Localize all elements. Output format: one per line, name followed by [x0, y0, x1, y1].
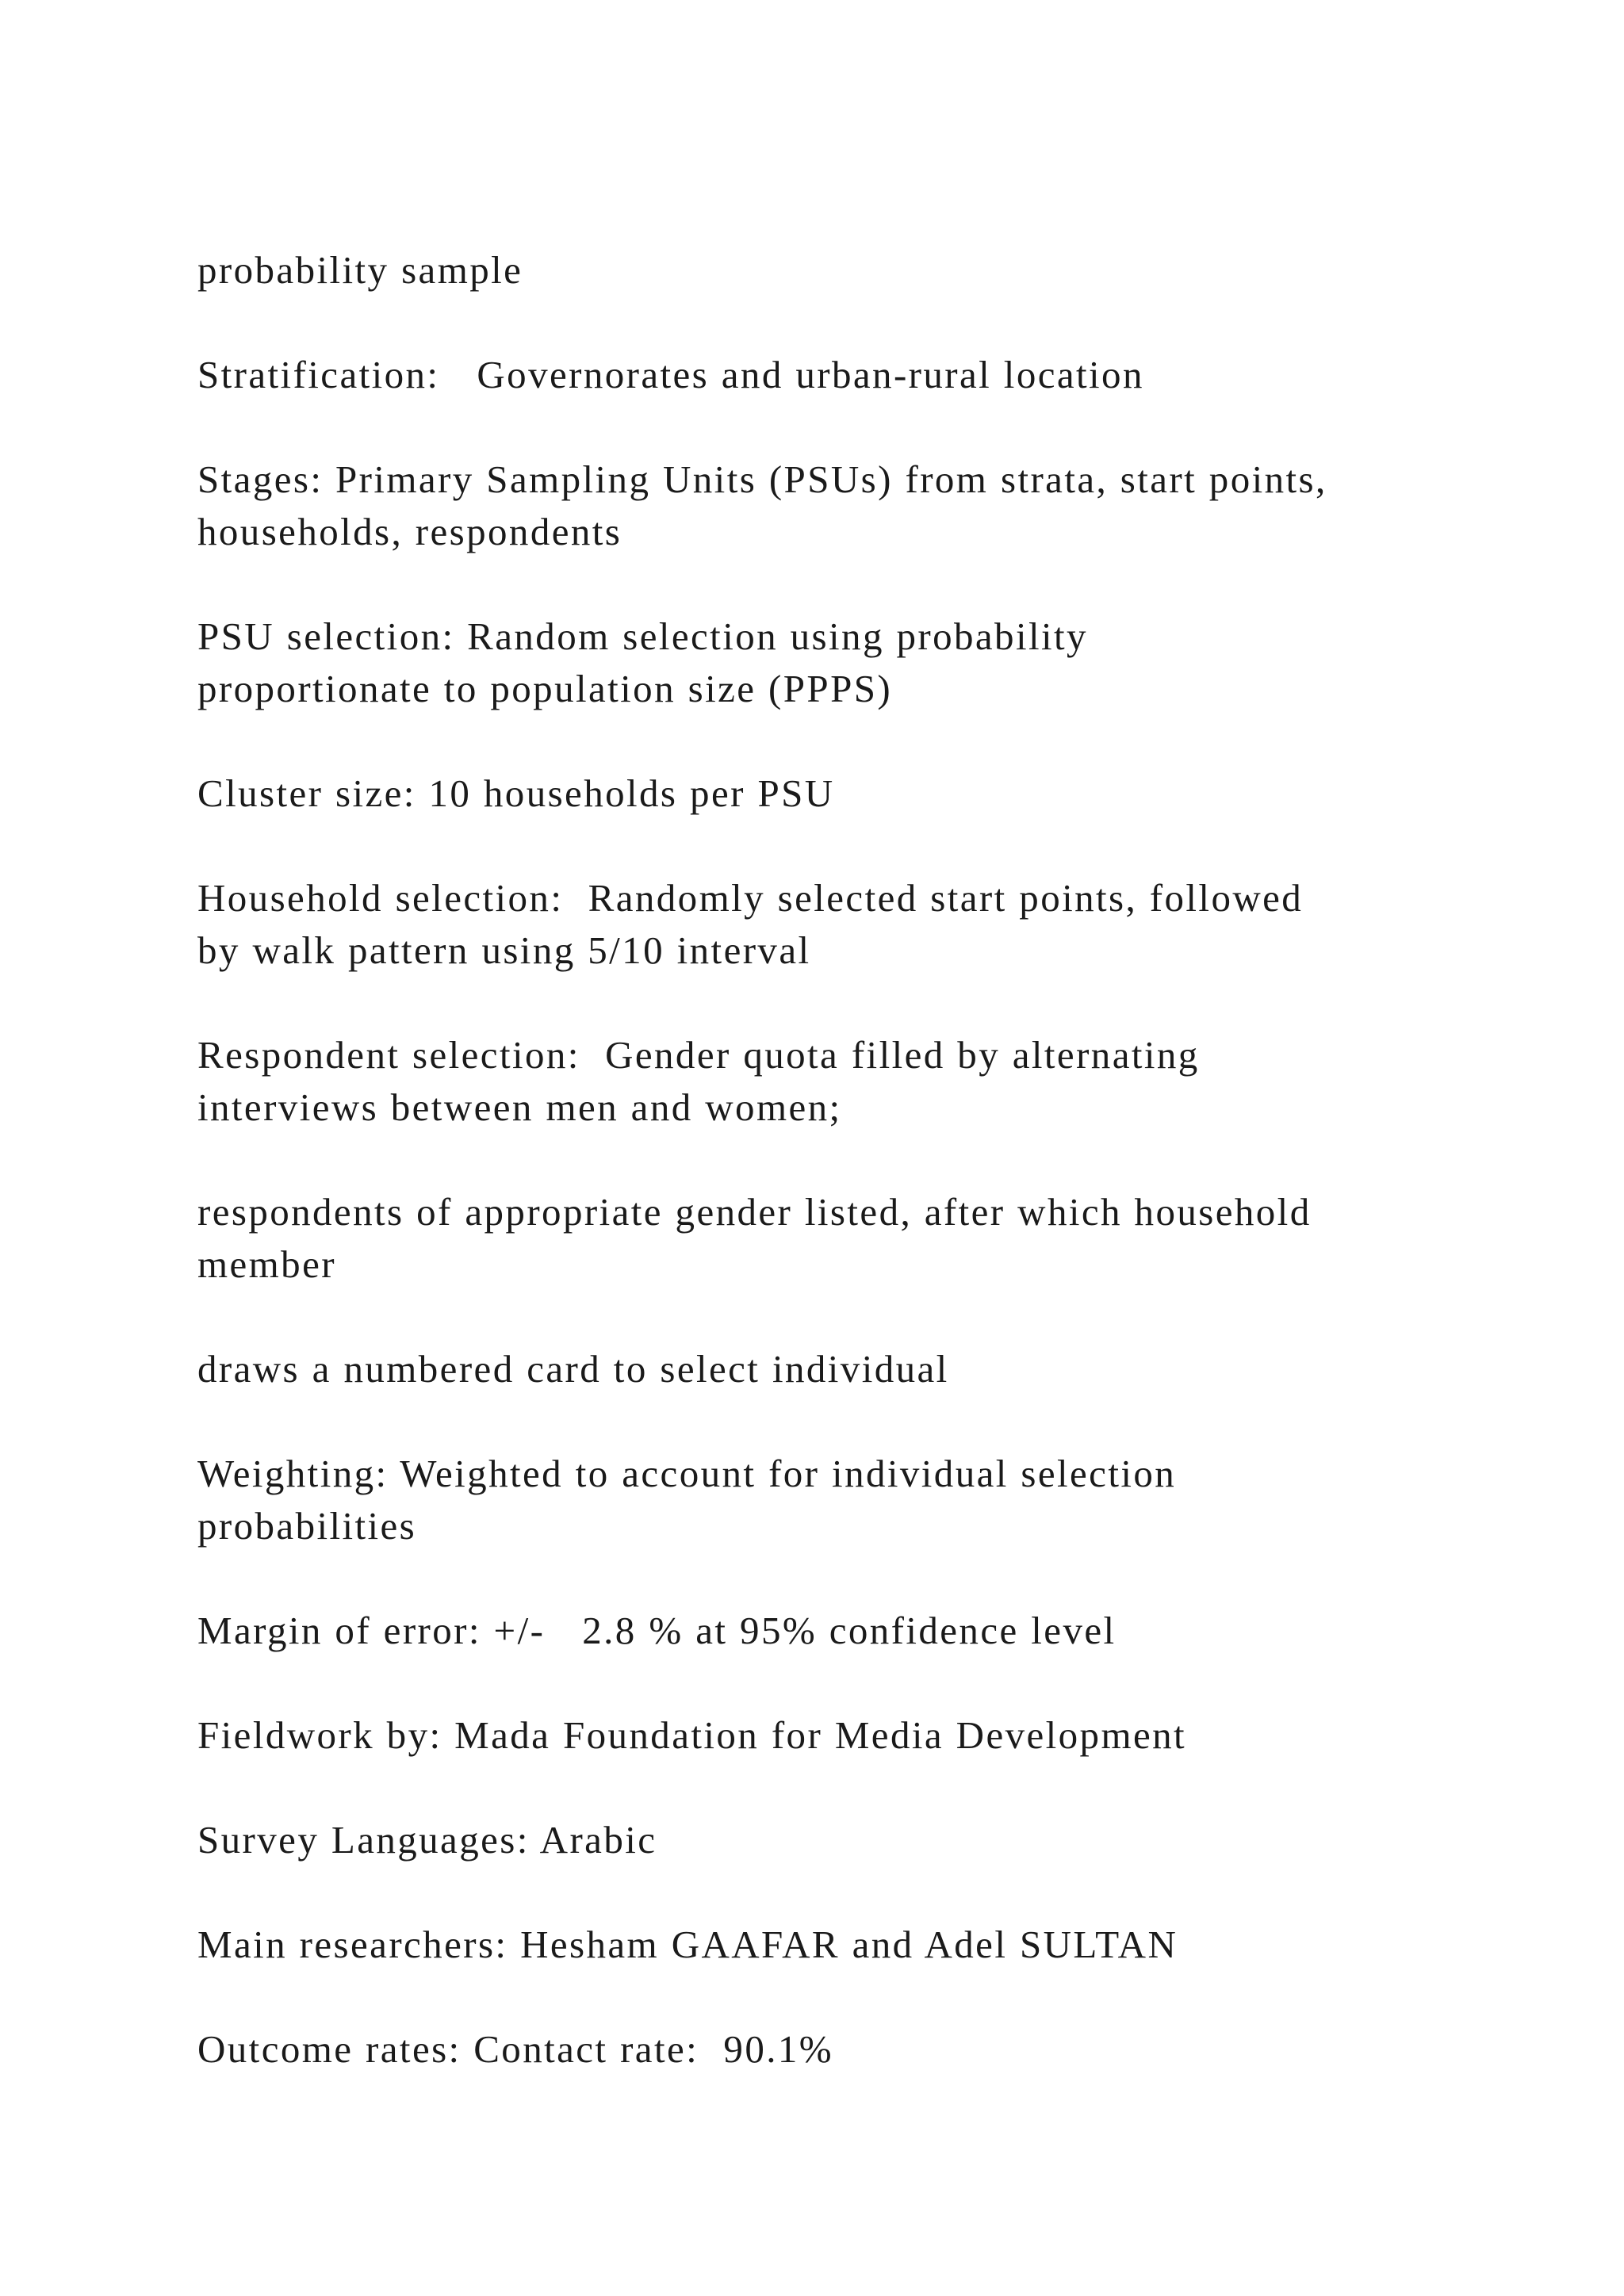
paragraph-outcome-rates: Outcome rates: Contact rate: 90.1% [197, 2027, 833, 2071]
paragraph-fieldwork: Fieldwork by: Mada Foundation for Media Development [197, 1713, 1187, 1757]
paragraph-sample-type: probability sample [197, 248, 523, 292]
paragraph-main-researchers: Main researchers: Hesham GAAFAR and Adel SULTAN [197, 1923, 1178, 1966]
paragraph-psu-selection: PSU selection: Random selection using probability proportionate to population size (PPPS) [197, 614, 1088, 710]
paragraph-margin-of-error: Margin of error: +/- 2.8 % at 95% confidence level [197, 1609, 1116, 1652]
paragraph-respondent-selection: Respondent selection: Gender quota filled by alternating interviews between men and women; [197, 1033, 1200, 1129]
document-body [197, 244, 1482, 2076]
paragraph-weighting: Weighting: Weighted to account for individual selection probabilities [197, 1452, 1177, 1548]
paragraph-cluster-size: Cluster size: 10 households per PSU [197, 771, 835, 815]
paragraph-respondents-listed: respondents of appropriate gender listed, after which household member [197, 1190, 1312, 1286]
paragraph-household-selection: Household selection: Randomly selected start points, followed by walk pattern using 5/10 interval [197, 876, 1304, 972]
paragraph-survey-languages: Survey Languages: Arabic [197, 1818, 657, 1862]
paragraph-numbered-card: draws a numbered card to select individual [197, 1347, 949, 1391]
paragraph-stages: Stages: Primary Sampling Units (PSUs) from strata, start points, households, respondents [197, 457, 1327, 553]
paragraph-stratification: Stratification: Governorates and urban-rural location [197, 353, 1144, 396]
